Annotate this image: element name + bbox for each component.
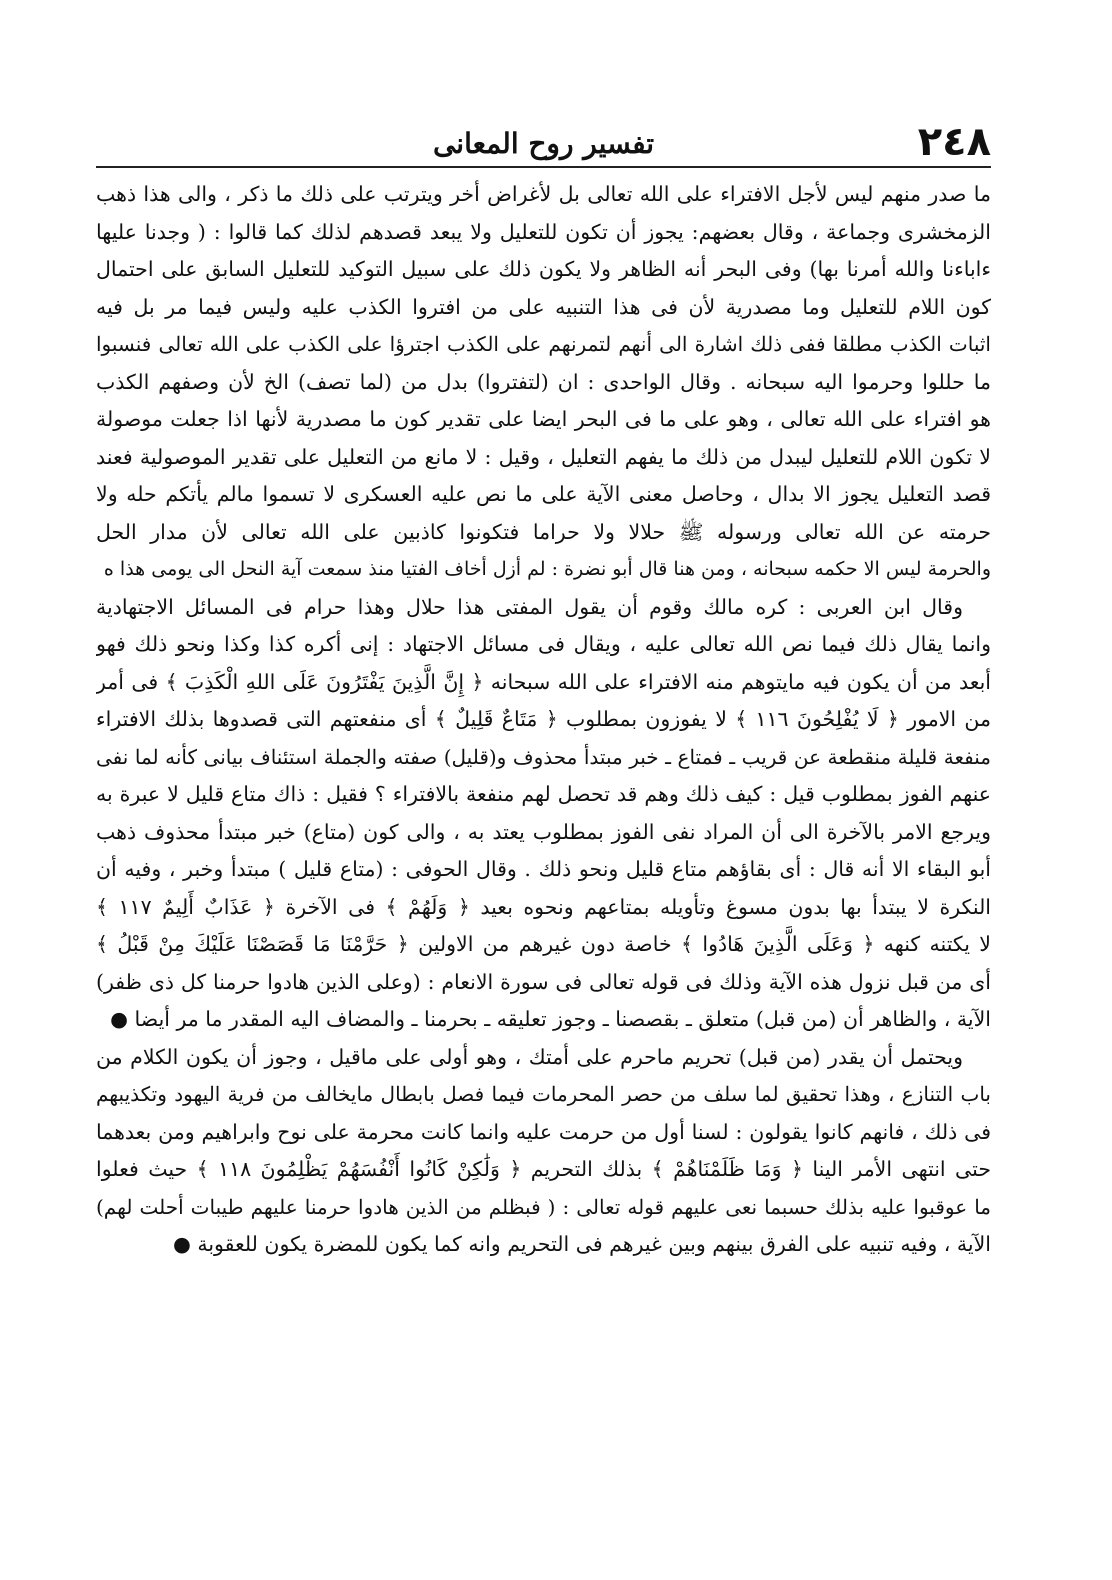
text-line: أبو البقاء الا أنه قال : أى بقاؤهم متاع قليل ونحو ذلك . وقال الحوفى : (متاع قليل ) مبتدأ وخبر ، وفيه أن xyxy=(96,857,991,881)
text-line: كون اللام للتعليل وما مصدرية لأن فى هذا التنبيه على من افتروا الكذب عليه وليس فيما مر بل فيه xyxy=(96,294,991,319)
text-line: الآية ، والظاهر أن (من قبل) متعلق ـ بقصصنا ـ وجوز تعليقه ـ بحرمنا ـ والمضاف اليه المقدر ما مر أيضا ● xyxy=(110,1007,991,1031)
text-line: ويرجع الامر بالآخرة الى أن المراد نفى الفوز بمطلوب يعتد به ، والى كون (متاع) خبر مبتدأ محذوف ذهب xyxy=(96,819,991,844)
text-line: والحرمة ليس الا حكمه سبحانه ، ومن هنا قال أبو نضرة : لم أزل أخاف الفتيا منذ سمعت آية النحل الى يومى هذا ه xyxy=(103,558,991,580)
text-line: لا تكون اللام للتعليل ليبدل من ذلك ما يفهم التعليل ، وقيل : لا مانع من التعليل على تقدير الموصولية فعند xyxy=(96,444,991,469)
text-line: هو افتراء على الله تعالى ، وهو على ما فى البحر ايضا على تقدير كون ما مصدرية لأنها اذا جعلت موصولة xyxy=(96,407,991,431)
header-rule xyxy=(96,166,991,168)
text-line: باب التنازع ، وهذا تحقيق لما سلف من حصر المحرمات فيما فصل بابطال مايخالف من فرية اليهود وتكذيبهم xyxy=(96,1082,991,1106)
text-line: الآية ، وفيه تنبيه على الفرق بينهم وبين غيرهم فى التحريم وانه كما يكون للمضرة يكون للعقوبة ● xyxy=(172,1232,991,1256)
text-line: وانما يقال ذلك فيما نص الله تعالى عليه ، ويقال فى مسائل الاجتهاد : إنى أكره كذا وكذا ونحو ذلك فهو xyxy=(96,632,991,656)
text-line: عنهم الفوز بمطلوب قيل : كيف ذلك وهم قد تحصل لهم منفعة بالافتراء ؟ فقيل : ذاك متاع قليل لا عبرة به xyxy=(96,782,991,806)
running-title: تفسير روح المعانى xyxy=(432,127,655,160)
text-line: ءاباءنا والله أمرنا بها) وفى البحر أنه الظاهر ولا يكون ذلك على سبيل التوكيد للتعليل السابق على احتمال xyxy=(96,257,991,281)
text-line: من الامور ﴿ لَا يُفْلِحُونَ ١١٦ ﴾ لا يفوزون بمطلوب ﴿ مَتَاعٌ قَلِيلٌ ﴾ أى منفعتهم التى قصدوها بذلك الافتراء xyxy=(96,707,991,731)
text-line: ما حللوا وحرموا اليه سبحانه . وقال الواحدى : ان (لتفتروا) بدل من (لما تصف) الخ لأن وصفهم الكذب xyxy=(96,369,991,394)
page-header xyxy=(96,118,991,168)
text-line: ما عوقبوا عليه بذلك حسبما نعى عليهم قوله تعالى : ( فبظلم من الذين هادوا حرمنا عليهم طيبات أحلت لهم) xyxy=(96,1194,991,1219)
text-line: أبعد من أن يكون فيه مايتوهم منه الافتراء على الله سبحانه ﴿ إِنَّ الَّذِينَ يَفْتَرُونَ عَلَى اللهِ الْكَذِبَ ﴾ فى أمر xyxy=(96,669,991,694)
text-line: حتى انتهى الأمر الينا ﴿ وَمَا ظَلَمْنَاهُمْ ﴾ بذلك التحريم ﴿ وَلَٰكِنْ كَانُوا أَنْفُسَهُمْ يَظْلِمُونَ ١١٨ ﴾ حيث فعلوا xyxy=(96,1157,991,1181)
text-line: ما صدر منهم ليس لأجل الافتراء على الله تعالى بل لأغراض أخر ويترتب على ذلك ما ذكر ، والى هذا ذهب xyxy=(96,182,991,206)
text-line: أى من قبل نزول هذه الآية وذلك فى قوله تعالى فى سورة الانعام : (وعلى الذين هادوا حرمنا كل ذى ظفر) xyxy=(96,969,991,994)
text-line: اثبات الكذب مطلقا ففى ذلك اشارة الى أنهم لتمرنهم على الكذب اجترؤا على الكذب على الله تعالى فنسبوا xyxy=(96,332,991,356)
text-line: لا يكتنه كنهه ﴿ وَعَلَى الَّذِينَ هَادُوا ﴾ خاصة دون غيرهم من الاولين ﴿ حَرَّمْنَا مَا قَصَصْنَا عَلَيْكَ مِنْ قَبْلُ ﴾ xyxy=(96,932,991,956)
text-line: قصد التعليل يجوز الا بدال ، وحاصل معنى الآية على ما نص عليه العسكرى لا تسموا مالم يأتكم حله ولا xyxy=(96,482,991,506)
text-line: الزمخشرى وجماعة ، وقال بعضهم: يجوز أن تكون للتعليل ولا يبعد قصدهم لذلك كما قالوا : ( وجدنا عليها xyxy=(96,219,991,244)
page-number: ٢٤٨ xyxy=(917,119,991,165)
text-line: منفعة قليلة منقطعة عن قريب ـ فمتاع ـ خبر مبتدأ محذوف و(قليل) صفته والجملة استئناف بيانى كأنه لما نفى xyxy=(96,744,991,769)
text-line: فى ذلك ، فانهم كانوا يقولون : لسنا أول من حرمت عليه وانما كانت محرمة على نوح وابراهيم ومن بعدهما xyxy=(96,1119,991,1144)
body-text xyxy=(96,176,991,1264)
text-line: النكرة لا يبتدأ بها بدون مسوغ وتأويله بمتاعهم ونحوه بعيد ﴿ وَلَهُمْ ﴾ فى الآخرة ﴿ عَذَابٌ أَلِيمٌ ١١٧ ﴾ xyxy=(96,894,991,919)
text-line: وقال ابن العربى : كره مالك وقوم أن يقول المفتى هذا حلال وهذا حرام فى المسائل الاجتهادية xyxy=(96,594,963,619)
text-line: ويحتمل أن يقدر (من قبل) تحريم ماحرم على أمتك ، وهو أولى على ماقيل ، وجوز أن يكون الكلام من xyxy=(96,1044,963,1069)
text-line: حرمته عن الله تعالى ورسوله ﷺ حلالا ولا حراما فتكونوا كاذبين على الله تعالى لأن مدار الحل xyxy=(96,519,991,544)
